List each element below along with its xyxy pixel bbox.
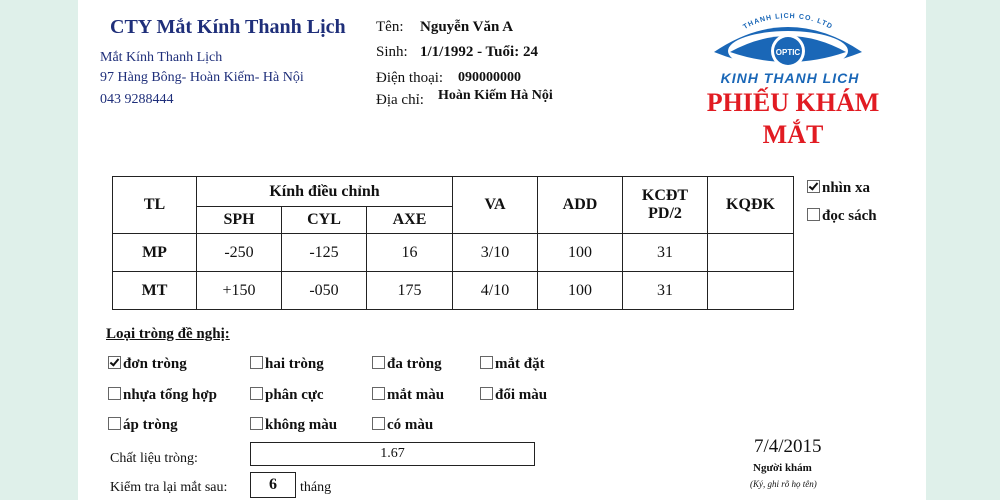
examiner-note: (Ký, ghi rõ họ tên): [750, 479, 817, 489]
header-kcdt: [623, 177, 708, 234]
lens-option[interactable]: [372, 417, 433, 434]
cell-kqdk: [708, 272, 794, 310]
header-va: VA: [453, 177, 538, 234]
lens-option-label: không màu: [265, 417, 338, 433]
patient-phone: 090000000: [458, 70, 521, 85]
checkbox-icon[interactable]: [480, 356, 493, 369]
lens-option[interactable]: [250, 417, 337, 434]
checkbox-icon[interactable]: [372, 356, 385, 369]
lens-option[interactable]: [108, 356, 187, 373]
lens-option-label: phân cực: [265, 387, 324, 403]
lens-option[interactable]: [480, 387, 547, 404]
lens-option-label: đổi màu: [495, 387, 548, 403]
material-label: Chất liệu tròng:: [110, 451, 198, 466]
logo-arc-text: THANH LỊCH CO. LTD: [742, 12, 834, 31]
company-name: CTY Mắt Kính Thanh Lịch: [110, 16, 346, 38]
lens-option-label: đơn tròng: [123, 356, 187, 372]
company-phone: 043 9288444: [100, 92, 174, 107]
header-kcdt-line1: KCĐT: [641, 187, 689, 204]
checkbox-icon[interactable]: [108, 387, 121, 400]
checkbox-icon[interactable]: [250, 356, 263, 369]
checkbox-icon[interactable]: [372, 387, 385, 400]
cell-add: 100: [538, 272, 623, 310]
lens-option[interactable]: [372, 387, 444, 404]
lens-option[interactable]: [108, 387, 217, 404]
header-axe: AXE: [367, 207, 453, 234]
purpose-reading-label: đọc sách: [822, 208, 877, 224]
checkbox-icon[interactable]: [807, 180, 820, 193]
table-row: [113, 234, 794, 272]
checkbox-icon[interactable]: [108, 417, 121, 430]
examiner-label: Người khám: [753, 462, 812, 474]
lens-option-label: nhựa tổng hợp: [123, 387, 218, 403]
exam-form: [78, 0, 926, 500]
lens-option[interactable]: [108, 417, 178, 434]
cell-kqdk: [708, 234, 794, 272]
lens-option-label: có màu: [387, 417, 434, 433]
purpose-reading[interactable]: [807, 208, 877, 225]
cell-va: 4/10: [453, 272, 538, 310]
checkbox-icon[interactable]: [372, 417, 385, 430]
recheck-months-field[interactable]: 6: [250, 472, 296, 498]
cell-axe: 16: [367, 234, 453, 272]
lens-option-label: đa tròng: [387, 356, 442, 372]
material-field[interactable]: 1.67: [250, 442, 535, 466]
lens-option[interactable]: [372, 356, 442, 373]
patient-birth: 1/1/1992 - Tuổi: 24: [420, 44, 538, 60]
checkbox-icon[interactable]: [250, 387, 263, 400]
row-label: MT: [113, 272, 197, 310]
cell-add: 100: [538, 234, 623, 272]
patient-birth-label: Sinh:: [376, 44, 408, 60]
document-title-line1: PHIẾU KHÁM: [706, 88, 880, 117]
lens-option-label: mắt màu: [387, 387, 445, 403]
lens-option-label: hai tròng: [265, 356, 324, 372]
document-title-line2: MẮT: [762, 120, 824, 149]
checkbox-icon[interactable]: [108, 356, 121, 369]
purpose-distance[interactable]: [807, 180, 870, 197]
logo-caption: KINH THANH LICH: [720, 70, 860, 86]
lens-section-title: Loại tròng đề nghị:: [106, 326, 230, 342]
recheck-label: Kiểm tra lại mắt sau:: [110, 480, 228, 495]
patient-address-label: Địa chỉ:: [376, 92, 424, 108]
lens-option[interactable]: [250, 356, 324, 373]
header-cyl: CYL: [282, 207, 367, 234]
cell-pd: 31: [623, 272, 708, 310]
cell-va: 3/10: [453, 234, 538, 272]
header-kqdk: KQĐK: [708, 177, 794, 234]
patient-name: Nguyễn Văn A: [420, 19, 514, 35]
cell-cyl: -125: [282, 234, 367, 272]
header-sph: SPH: [197, 207, 282, 234]
company-address: 97 Hàng Bông- Hoàn Kiếm- Hà Nội: [100, 70, 304, 85]
logo-center-text: OPTIC: [775, 48, 801, 57]
patient-address: Hoàn Kiếm Hà Nội: [438, 88, 553, 103]
recheck-unit: tháng: [300, 480, 332, 495]
lens-option-label: áp tròng: [123, 417, 178, 433]
table-row: [113, 272, 794, 310]
checkbox-icon[interactable]: [480, 387, 493, 400]
cell-axe: 175: [367, 272, 453, 310]
header-corrective-lens: Kính điều chỉnh: [197, 177, 453, 207]
cell-cyl: -050: [282, 272, 367, 310]
exam-date: 7/4/2015: [754, 436, 822, 457]
header-kcdt-line2: PD/2: [648, 205, 682, 222]
header-tl: TL: [113, 177, 197, 234]
row-label: MP: [113, 234, 197, 272]
checkbox-icon[interactable]: [250, 417, 263, 430]
prescription-table: [112, 176, 794, 310]
header-add: ADD: [538, 177, 623, 234]
purpose-distance-label: nhìn xa: [822, 180, 870, 196]
lens-option[interactable]: [250, 387, 324, 404]
cell-sph: +150: [197, 272, 282, 310]
checkbox-icon[interactable]: [807, 208, 820, 221]
cell-pd: 31: [623, 234, 708, 272]
patient-phone-label: Điện thoại:: [376, 70, 444, 86]
lens-option[interactable]: [480, 356, 545, 373]
patient-name-label: Tên:: [376, 19, 404, 35]
lens-option-label: mắt đặt: [495, 356, 545, 372]
company-brand: Mắt Kính Thanh Lịch: [100, 50, 223, 65]
cell-sph: -250: [197, 234, 282, 272]
